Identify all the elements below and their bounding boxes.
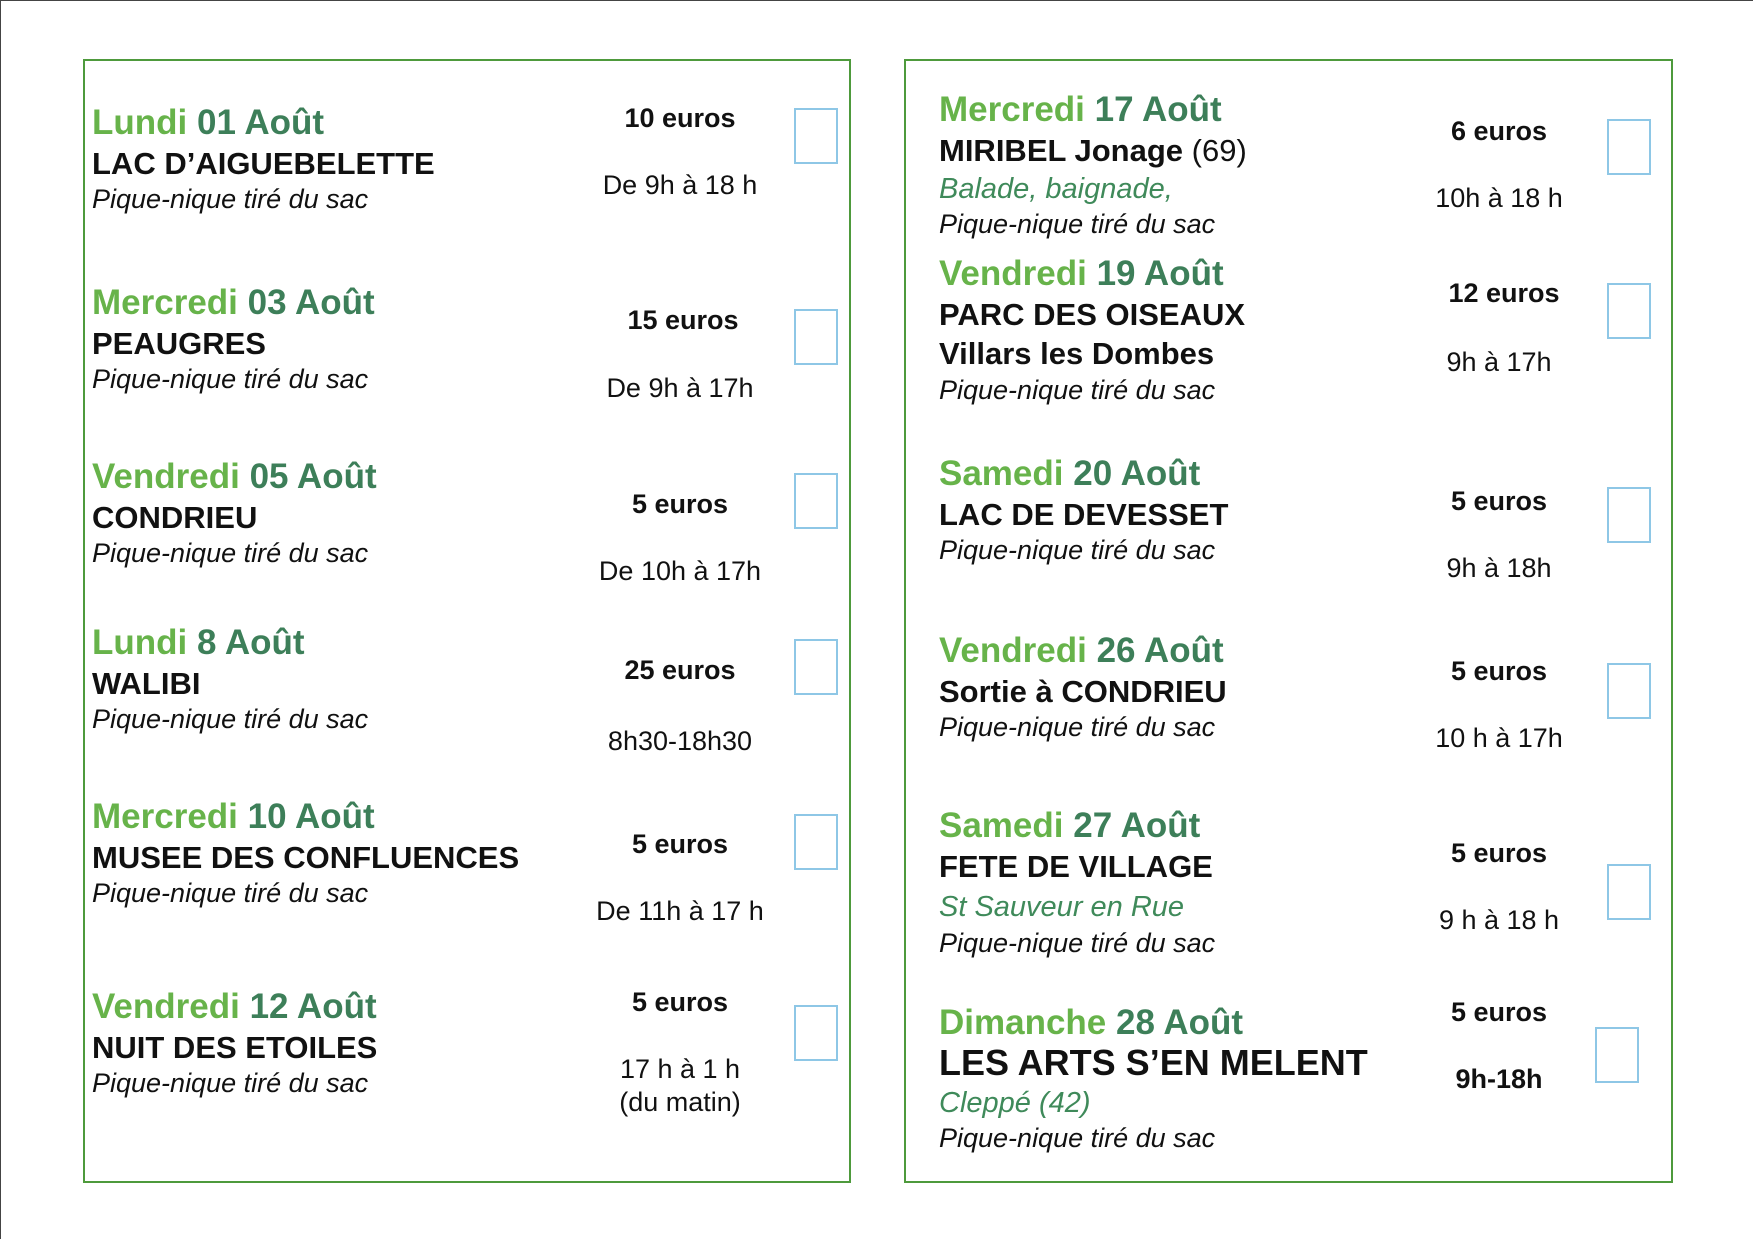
event-date: 01 Août	[196, 103, 325, 142]
event-price: 12 euros	[1448, 278, 1560, 308]
event-picnic-note: Pique-nique tiré du sac	[92, 878, 369, 908]
event-date: 05 Août	[249, 457, 377, 496]
event-title: FETE DE VILLAGE	[939, 849, 1213, 884]
event-picnic-note: Pique-nique tiré du sac	[92, 538, 369, 568]
event-day	[939, 454, 1200, 494]
event-checkbox[interactable]	[794, 814, 838, 870]
event-checkbox[interactable]	[1607, 283, 1651, 339]
event-picnic-note: Pique-nique tiré du sac	[92, 1068, 369, 1098]
event-date: 8 Août	[196, 623, 305, 662]
event-checkbox[interactable]	[1607, 487, 1651, 543]
event-day	[92, 457, 377, 497]
event-price: 25 euros	[624, 655, 736, 685]
event-day	[939, 806, 1200, 846]
event-hours-note: (du matin)	[619, 1087, 741, 1117]
event-hours: 9h à 18h	[1446, 553, 1552, 583]
left-panel	[83, 59, 851, 1183]
event-weekday: Mercredi	[92, 283, 238, 322]
event-weekday: Dimanche	[939, 1003, 1107, 1042]
event-picnic-note: Pique-nique tiré du sac	[939, 928, 1216, 958]
event-day	[92, 987, 377, 1027]
event-picnic-note: Pique-nique tiré du sac	[92, 184, 369, 214]
event-price: 15 euros	[627, 305, 739, 335]
event-checkbox[interactable]	[1607, 864, 1651, 920]
event-checkbox[interactable]	[1607, 119, 1651, 175]
event-title: NUIT DES ETOILES	[92, 1030, 378, 1065]
event-title-location: Villars les Dombes	[939, 336, 1215, 371]
event-title: CONDRIEU	[92, 500, 258, 535]
event-checkbox[interactable]	[794, 1005, 838, 1061]
event-checkbox[interactable]	[794, 639, 838, 695]
event-price: 5 euros	[631, 829, 729, 859]
event-hours: De 9h à 18 h	[602, 170, 758, 200]
event-date: 17 Août	[1094, 90, 1222, 129]
event-hours: 9h à 17h	[1446, 347, 1552, 377]
event-checkbox[interactable]	[1595, 1027, 1639, 1083]
event-day	[939, 90, 1222, 130]
event-weekday: Lundi	[92, 103, 188, 142]
event-day	[92, 623, 305, 663]
event-hours: De 11h à 17 h	[596, 896, 764, 926]
event-picnic-note: Pique-nique tiré du sac	[939, 209, 1216, 239]
event-title	[939, 133, 1247, 169]
event-weekday: Mercredi	[939, 90, 1085, 129]
event-date: 10 Août	[247, 797, 375, 836]
event-checkbox[interactable]	[1607, 663, 1651, 719]
event-weekday: Vendredi	[92, 457, 240, 496]
event-date: 03 Août	[247, 283, 375, 322]
event-price: 6 euros	[1450, 116, 1548, 146]
event-hours: De 10h à 17h	[598, 556, 762, 586]
event-subtitle: Cleppé (42)	[939, 1087, 1091, 1119]
event-hours: 10h à 18 h	[1435, 183, 1563, 213]
event-price: 5 euros	[631, 987, 729, 1017]
event-price: 5 euros	[1450, 656, 1548, 686]
event-title-main: MIRIBEL Jonage	[939, 133, 1184, 168]
event-date: 26 Août	[1096, 631, 1224, 670]
event-picnic-note: Pique-nique tiré du sac	[939, 1123, 1216, 1153]
event-title: LAC D’AIGUEBELETTE	[92, 146, 435, 181]
event-checkbox[interactable]	[794, 108, 838, 164]
event-hours: 9h-18h	[1455, 1064, 1543, 1094]
event-price: 5 euros	[1450, 997, 1548, 1027]
event-weekday: Vendredi	[939, 631, 1087, 670]
event-picnic-note: Pique-nique tiré du sac	[939, 375, 1216, 405]
event-weekday: Samedi	[939, 454, 1064, 493]
event-day	[939, 1003, 1243, 1043]
event-day	[92, 283, 375, 323]
event-title: WALIBI	[92, 666, 201, 701]
event-title: MUSEE DES CONFLUENCES	[92, 840, 520, 875]
event-hours: 9 h à 18 h	[1438, 905, 1560, 935]
event-title: Sortie à CONDRIEU	[939, 674, 1227, 709]
event-weekday: Mercredi	[92, 797, 238, 836]
event-weekday: Vendredi	[939, 254, 1087, 293]
event-day	[939, 254, 1224, 294]
event-date: 28 Août	[1116, 1003, 1244, 1042]
event-weekday: Vendredi	[92, 987, 240, 1026]
event-checkbox[interactable]	[794, 309, 838, 365]
event-date: 27 Août	[1073, 806, 1201, 845]
event-title-suffix: (69)	[1183, 133, 1247, 168]
event-date: 12 Août	[249, 987, 377, 1026]
event-title: LAC DE DEVESSET	[939, 497, 1229, 532]
event-subtitle: Balade, baignade,	[939, 173, 1173, 205]
event-date: 19 Août	[1096, 254, 1224, 293]
event-price: 5 euros	[631, 489, 729, 519]
event-hours: 17 h à 1 h	[619, 1054, 741, 1084]
event-hours: De 9h à 17h	[606, 373, 754, 403]
event-title: LES ARTS S’EN MELENT	[939, 1042, 1368, 1083]
right-panel	[904, 59, 1673, 1183]
event-price: 5 euros	[1450, 486, 1548, 516]
event-picnic-note: Pique-nique tiré du sac	[939, 712, 1216, 742]
event-title: PARC DES OISEAUX	[939, 297, 1246, 332]
event-title: PEAUGRES	[92, 326, 266, 361]
event-picnic-note: Pique-nique tiré du sac	[92, 704, 369, 734]
event-hours: 8h30-18h30	[607, 726, 753, 756]
event-day	[92, 103, 324, 143]
event-checkbox[interactable]	[794, 473, 838, 529]
event-hours: 10 h à 17h	[1435, 723, 1563, 753]
event-weekday: Lundi	[92, 623, 188, 662]
event-price: 5 euros	[1450, 838, 1548, 868]
event-price: 10 euros	[624, 103, 736, 133]
event-picnic-note: Pique-nique tiré du sac	[92, 364, 369, 394]
event-date: 20 Août	[1073, 454, 1201, 493]
event-picnic-note: Pique-nique tiré du sac	[939, 535, 1216, 565]
event-day	[92, 797, 375, 837]
event-subtitle: St Sauveur en Rue	[939, 891, 1185, 923]
event-day	[939, 631, 1224, 671]
event-weekday: Samedi	[939, 806, 1064, 845]
